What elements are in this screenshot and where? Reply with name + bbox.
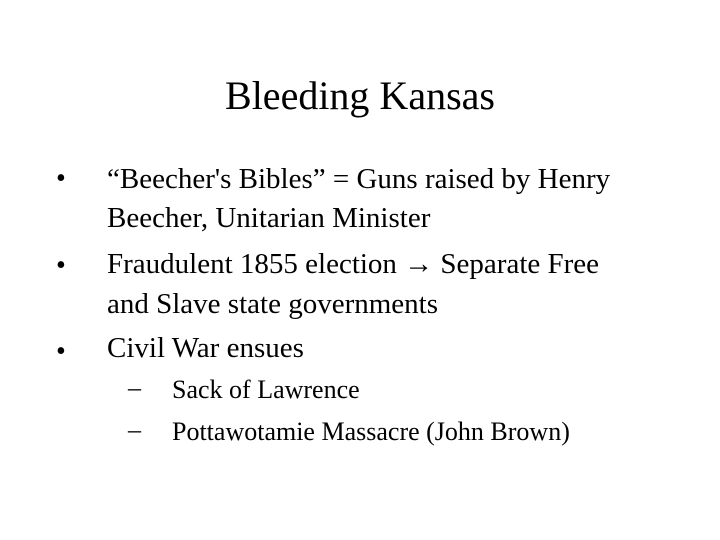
bullet-1-line-2: Beecher, Unitarian Minister xyxy=(107,202,431,234)
bullet-1-line-1: “Beecher's Bibles” = Guns raised by Henry xyxy=(107,163,611,195)
bullet-2-line-2: and Slave state governments xyxy=(107,288,438,320)
bullet-3-line-1: Civil War ensues xyxy=(107,332,304,364)
sub-bullet-marker: – xyxy=(128,415,141,444)
bullet-2-line-1: Fraudulent 1855 election → Separate Free xyxy=(107,248,600,280)
bullet-marker: • xyxy=(56,336,66,367)
bullet-marker: • xyxy=(56,250,66,281)
sub-bullet-2-text: Pottawotamie Massacre (John Brown) xyxy=(172,417,570,446)
slide-title: Bleeding Kansas xyxy=(225,73,495,118)
bullet-marker: • xyxy=(56,163,66,194)
sub-bullet-1-text: Sack of Lawrence xyxy=(172,375,360,404)
sub-bullet-marker: – xyxy=(128,373,141,402)
